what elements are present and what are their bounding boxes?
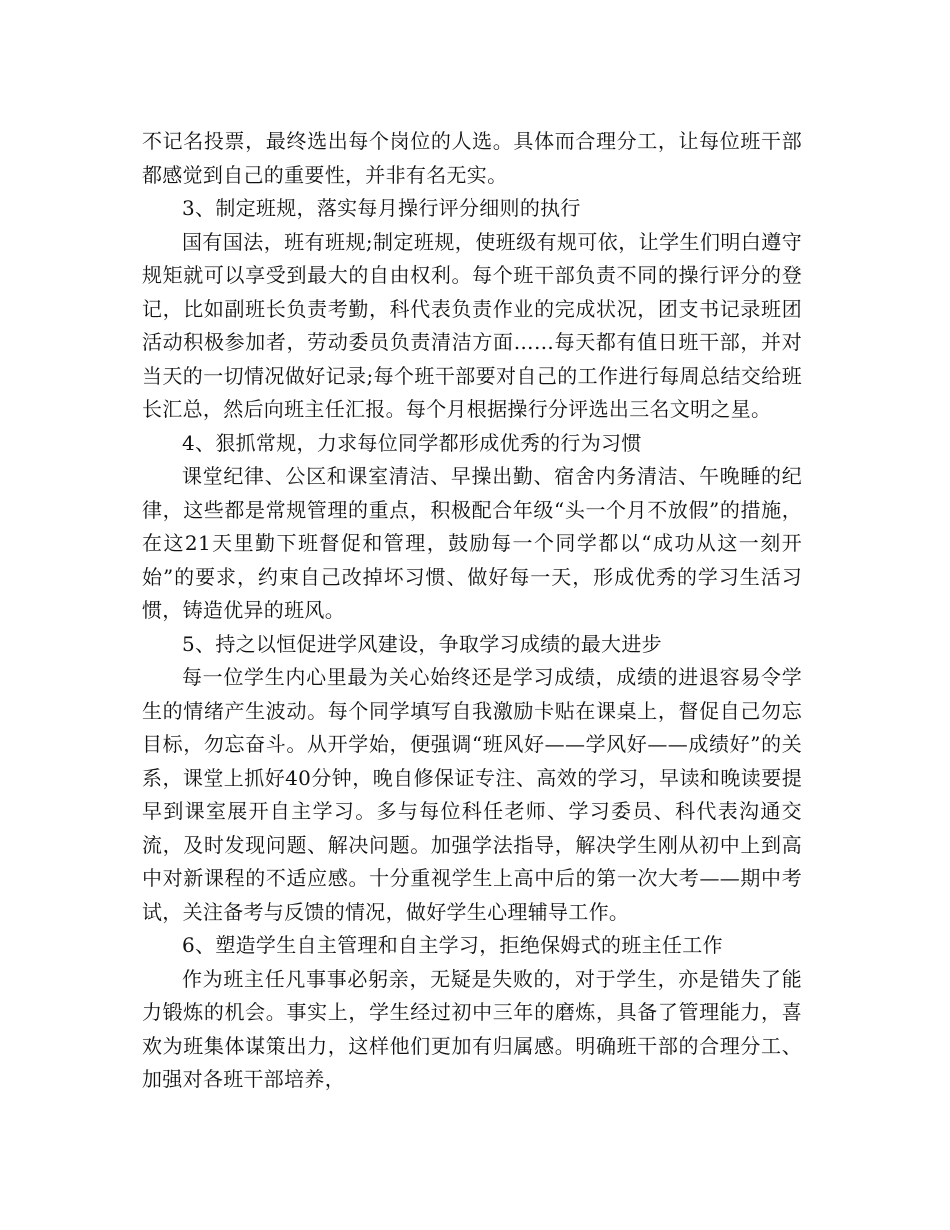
- paragraph-continued: 不记名投票，最终选出每个岗位的人选。具体而合理分工，让每位班干部都感觉到自己的重要性，并非有名无实。: [142, 129, 802, 187]
- paragraph-routine-habits: 课堂纪律、公区和课室清洁、早操出勤、宿舍内务清洁、午晚睡的纪律，这些都是常规管理的重点，积极配合年级“头一个月不放假”的措施，在这21天里勤下班督促和管理，鼓励每一个同学都以“成功从这一刻开始”的要求，约束自己改掉坏习惯、做好每一天，形成优秀的学习生活习惯，铸造优异的班风。: [142, 464, 802, 622]
- section-heading-6: 6、塑造学生自主管理和自主学习，拒绝保姆式的班主任工作: [182, 933, 723, 957]
- section-heading-3: 3、制定班规，落实每月操行评分细则的执行: [182, 196, 581, 220]
- section-heading-5: 5、持之以恒促进学风建设，争取学习成绩的最大进步: [182, 631, 662, 656]
- section-heading-4: 4、狠抓常规，力求每位同学都形成优秀的行为习惯: [182, 430, 642, 455]
- paragraph-study-style: 每一位学生内心里最为关心始终还是学习成绩，成绩的进退容易令学生的情绪产生波动。每个同学填写自我激励卡贴在课桌上，督促自己勿忘目标，勿忘奋斗。从开学始，便强调“班风好——学风好——成绩好”的关系，课堂上抓好40分钟，晚自修保证专注、高效的学习，早读和晚读要提早到课室展开自主学习。多与每位科任老师、学习委员、科代表沟通交流，及时发现问题、解决问题。加强学法指导，解决学生刚从初中上到高中对新课程的不适应感。十分重视学生上高中后的第一次大考——期中考试，关注备考与反馈的情况，做好学生心理辅导工作。: [142, 665, 802, 924]
- paragraph-self-management: 作为班主任凡事事必躬亲，无疑是失败的，对于学生，亦是错失了能力锻炼的机会。事实上，学生经过初中三年的磨炼，具备了管理能力，喜欢为班集体谋策出力，这样他们更加有归属感。明确班干部的合理分工、加强对各班干部培养，: [142, 966, 802, 1091]
- paragraph-class-rules: 国有国法，班有班规;制定班规，使班级有规可依，让学生们明白遵守规矩就可以享受到最大的自由权利。每个班干部负责不同的操行评分的登记，比如副班长负责考勤，科代表负责作业的完成状况，团支书记录班团活动积极参加者，劳动委员负责清洁方面……每天都有值日班干部，并对当天的一切情况做好记录;每个班干部要对自己的工作进行每周总结交给班长汇总，然后向班主任汇报。每个月根据操行分评选出三名文明之星。: [142, 229, 802, 421]
- document-body: [142, 125, 802, 1097]
